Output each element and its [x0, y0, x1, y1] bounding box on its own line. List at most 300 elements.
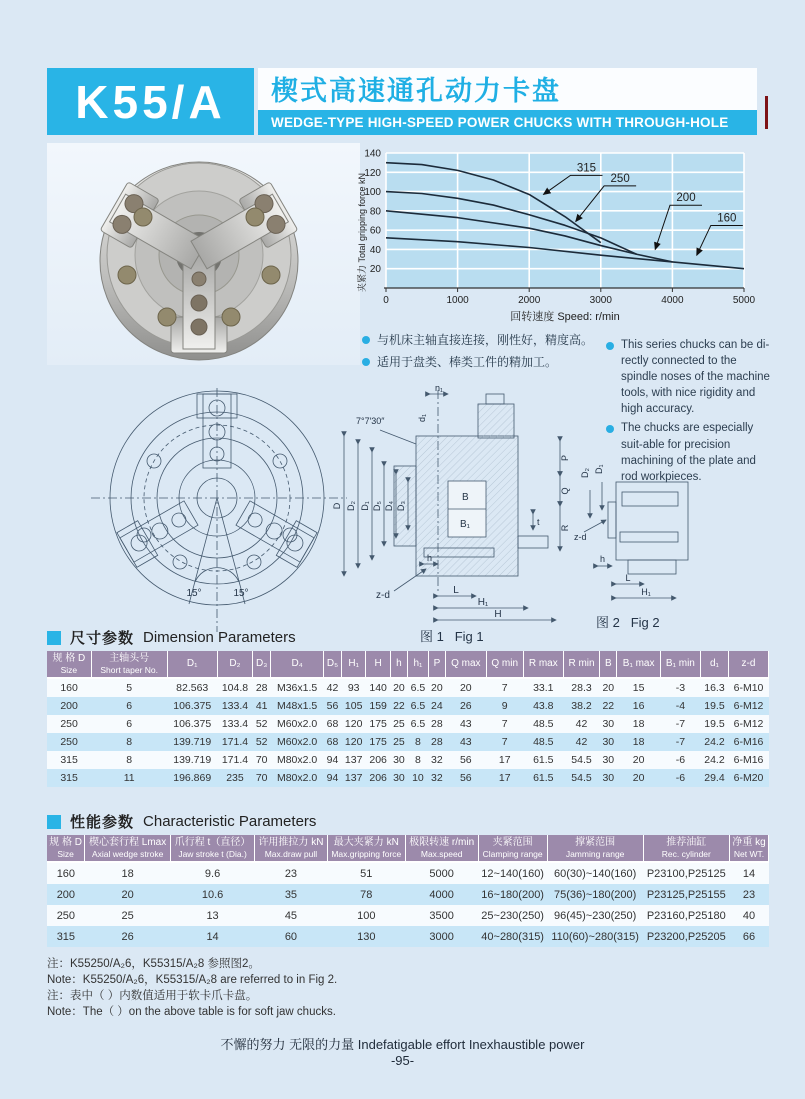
table-row	[47, 905, 769, 926]
table-cell: 17	[498, 754, 511, 767]
table-cell: 61.5	[533, 754, 554, 767]
table-cell: 250	[60, 718, 78, 731]
table-cell: 11	[123, 772, 135, 785]
table-cell: 60	[284, 930, 298, 943]
table-cell: 10.6	[201, 888, 224, 901]
table-cell: 68	[326, 736, 339, 749]
column-header: 最大夹紧力 kN Max.gripping force	[327, 835, 405, 862]
section-marker-icon	[47, 815, 61, 829]
table-cell: 8	[126, 736, 133, 749]
dim-label: z-d	[376, 590, 390, 601]
angle-label-left: 15°	[186, 588, 202, 599]
table-cell: 93	[347, 682, 360, 695]
y-tick-label: 140	[364, 148, 381, 160]
model-badge	[47, 68, 254, 135]
table-cell: 15	[632, 682, 645, 695]
table-cell: M36x1.5	[276, 682, 318, 695]
table-cell: 6.5	[410, 700, 426, 713]
table-cell: 52	[255, 736, 268, 749]
table-cell: 33.1	[533, 682, 554, 695]
dim-label: h₁	[434, 386, 444, 393]
table-cell: 54.5	[571, 772, 592, 785]
table-cell: 30	[393, 754, 405, 767]
column-header: Q max	[445, 651, 486, 678]
series-label-315: 315	[576, 162, 597, 175]
dim-label: z-d	[574, 532, 587, 542]
column-header: 主轴头号 Short taper No.	[91, 651, 167, 678]
table-row	[47, 884, 769, 905]
column-header: 许用推拉力 kN Max.draw pull	[255, 835, 328, 862]
table-cell: 19.5	[704, 718, 725, 731]
fig1-caption-en: Fig 1	[454, 629, 484, 644]
table-cell: 43.8	[533, 700, 554, 713]
table-cell: 8	[415, 754, 421, 767]
y-tick-label: 100	[364, 187, 381, 199]
column-header: 楔心套行程 Lmax Axial wedge stroke	[85, 835, 171, 862]
dim-label: D₄	[384, 500, 394, 512]
column-header: 爪行程 t（直径） Jaw stroke t (Dia.)	[171, 835, 255, 862]
dim-label: t	[537, 517, 540, 527]
table-cell: -4	[675, 700, 686, 713]
table-cell: -6	[675, 772, 686, 785]
table-cell: 94	[326, 772, 339, 785]
list-item	[362, 353, 600, 372]
table-cell: 171.4	[221, 754, 249, 767]
table-cell: 70	[255, 754, 268, 767]
table-cell: 54.5	[571, 754, 592, 767]
table-cell: -3	[675, 682, 686, 695]
fig2-drawing	[572, 462, 712, 612]
table-cell: 35	[284, 888, 298, 901]
table-cell: 159	[369, 700, 387, 713]
column-header: B₁ min	[660, 651, 700, 678]
table-cell: 82.563	[176, 682, 209, 695]
table-cell: 3500	[429, 909, 454, 922]
table-cell: 56	[459, 754, 472, 767]
table-cell: P23160,P25180	[646, 909, 726, 922]
table-cell: 75(36)~180(200)	[554, 888, 637, 901]
page-title-en: WEDGE-TYPE HIGH-SPEED POWER CHUCKS WITH THROUGH-HOLE	[258, 110, 757, 135]
dim-label: H₁	[477, 597, 489, 608]
column-header: P	[428, 651, 445, 678]
table-cell: 133.4	[221, 700, 249, 713]
table-cell: 23	[284, 867, 298, 880]
x-tick-label: 0	[383, 295, 389, 306]
column-header: R min	[563, 651, 599, 678]
table-cell: 20	[121, 888, 134, 901]
table-cell: 25	[393, 718, 405, 731]
table-cell: 26	[459, 700, 472, 713]
table-cell: 40~280(315)	[481, 930, 544, 943]
column-header: 推荐油缸 Rec. cylinder	[643, 835, 730, 862]
plot-area	[386, 153, 744, 288]
table-cell: 12~140(160)	[481, 867, 544, 880]
feature-text: This series chucks can be di-rectly connected to the spindle noses of the machine tools, with nice rigidity and high accuracy.	[621, 339, 770, 416]
table-cell: 20	[459, 682, 472, 695]
table-cell: 10	[412, 772, 424, 785]
table-cell: 22	[602, 700, 615, 713]
note-line: Note：K55250/A₂6，K55315/A₂8 are referred to in Fig 2.	[47, 974, 338, 986]
gripping-force-chart	[356, 140, 770, 336]
table-cell: 7	[501, 718, 508, 731]
y-tick-label: 40	[369, 244, 381, 256]
fig1-caption	[420, 626, 484, 645]
column-header: D₃	[253, 651, 271, 678]
section-title-characteristic	[47, 811, 316, 832]
table-cell: 315	[56, 930, 76, 943]
series-label-250: 250	[610, 172, 630, 185]
table-cell: 250	[56, 909, 76, 922]
column-header: H₁	[341, 651, 365, 678]
table-cell: 48.5	[533, 718, 554, 731]
table-cell: M48x1.5	[276, 700, 318, 713]
column-header: B	[600, 651, 617, 678]
dim-label: B	[462, 492, 469, 503]
table-row	[47, 715, 769, 733]
column-header: 规 格 D Size	[47, 651, 91, 678]
table-cell: 30	[393, 772, 405, 785]
table-cell: M60x2.0	[276, 718, 318, 731]
table-cell: 28	[431, 718, 443, 731]
feature-text: The chucks are especially suit-able for precision machining of the plate and rod workpieces.	[621, 422, 756, 483]
section-title-dimension	[47, 627, 296, 648]
table-cell: 200	[56, 888, 76, 901]
table-cell: 28	[255, 682, 268, 695]
table-cell: 20	[632, 772, 645, 785]
table-cell: 43	[459, 736, 472, 749]
table-cell: 137	[344, 772, 363, 785]
x-tick-label: 2000	[518, 295, 541, 306]
x-tick-label: 1000	[446, 295, 469, 306]
table-cell: 130	[357, 930, 376, 943]
column-header: h₁	[408, 651, 429, 678]
table-cell: 29.4	[704, 772, 725, 785]
table-cell: 139.719	[173, 754, 212, 767]
y-axis-title: 夹紧力 Total gripping force kN	[357, 172, 367, 292]
note-line: 注：表中（ ）内数值适用于软卡爪卡盘。	[47, 990, 258, 1002]
x-axis-title: 回转速度 Speed: r/min	[510, 311, 620, 323]
table-cell: 171.4	[221, 736, 249, 749]
table-row	[47, 926, 769, 947]
series-label-160: 160	[717, 212, 737, 225]
table-cell: 52	[255, 718, 268, 731]
table-cell: 160	[60, 682, 78, 695]
x-tick-label: 5000	[732, 295, 756, 306]
table-cell: 3000	[429, 930, 454, 943]
table-cell: 18	[632, 736, 645, 749]
table-row	[47, 751, 769, 769]
table-cell: 60(30)~140(160)	[554, 867, 637, 880]
dim-label: D	[332, 502, 342, 510]
table-cell: M80x2.0	[276, 754, 318, 767]
column-header: 净重 kg Net WT.	[730, 835, 769, 862]
table-cell: 7	[501, 682, 508, 695]
table-cell: 41	[255, 700, 268, 713]
table-cell: 120	[344, 736, 363, 749]
table-cell: 16.3	[704, 682, 725, 695]
table-cell: 6	[126, 718, 133, 731]
list-item	[362, 331, 600, 350]
table-cell: 175	[369, 718, 387, 731]
table-cell: 30	[602, 754, 615, 767]
table-cell: -7	[675, 736, 686, 749]
table-cell: 66	[742, 930, 756, 943]
table-header-row	[47, 651, 769, 678]
column-header: B₁ max	[617, 651, 661, 678]
list-item	[606, 337, 772, 417]
page-title-zh: 楔式高速通孔动力卡盘	[271, 76, 561, 106]
section-title-zh: 尺寸参数	[70, 630, 135, 647]
feature-text: 适用于盘类、棒类工件的精加工。	[377, 354, 558, 369]
column-header: D₂	[217, 651, 252, 678]
table-row	[47, 769, 769, 787]
table-cell: 94	[326, 754, 339, 767]
section-title-en: Dimension Parameters	[143, 629, 296, 646]
dimension-parameters-table	[47, 651, 769, 787]
column-header: z-d	[729, 651, 769, 678]
column-header: 规 格 D Size	[47, 835, 85, 862]
column-header: H	[366, 651, 390, 678]
table-cell: 30	[602, 736, 615, 749]
table-cell: 110(60)~280(315)	[551, 930, 639, 943]
table-cell: 70	[255, 772, 268, 785]
table-cell: 51	[360, 867, 373, 880]
column-header: d₁	[700, 651, 728, 678]
feature-text: 与机床主轴直接连接，刚性好，精度高。	[377, 333, 594, 347]
dim-label: L	[625, 573, 631, 583]
table-cell: 18	[632, 718, 645, 731]
table-cell: 25~230(250)	[481, 909, 544, 922]
table-cell: 78	[360, 888, 373, 901]
table-cell: 24.2	[704, 736, 725, 749]
table-cell: 22	[393, 700, 405, 713]
dim-label: D₃	[396, 500, 406, 512]
column-header: 极限转速 r/min Max.speed	[405, 835, 478, 862]
table-cell: 14	[742, 867, 756, 880]
table-cell: 26	[121, 930, 134, 943]
column-header: R max	[523, 651, 563, 678]
table-cell: 32	[431, 772, 443, 785]
table-cell: P23200,P25205	[646, 930, 726, 943]
table-cell: 42	[575, 718, 588, 731]
dim-label: D₅	[372, 500, 382, 512]
table-cell: 133.4	[221, 718, 249, 731]
y-tick-label: 120	[364, 167, 381, 179]
table-cell: 43	[459, 718, 472, 731]
table-cell: 315	[60, 772, 78, 785]
dim-label: D₁	[360, 501, 370, 511]
column-header: 撑紧范围 Jamming range	[547, 835, 643, 862]
table-cell: 20	[632, 754, 645, 767]
y-tick-label: 80	[369, 206, 381, 218]
feature-list-zh	[362, 331, 600, 374]
table-cell: 120	[344, 718, 363, 731]
dim-label: H	[494, 609, 502, 620]
dim-label: D₁	[594, 464, 604, 474]
table-cell: 68	[326, 718, 339, 731]
fig2-caption	[596, 612, 660, 631]
dim-label: P	[560, 454, 570, 462]
table-cell: 6.5	[410, 682, 426, 695]
table-cell: 16~180(200)	[481, 888, 544, 901]
table-cell: 25	[121, 909, 134, 922]
y-tick-label: 60	[369, 225, 381, 237]
table-cell: 250	[60, 736, 78, 749]
column-header: Q min	[486, 651, 523, 678]
fig2-caption-zh: 图 2	[596, 615, 620, 630]
table-cell: 20	[393, 682, 405, 695]
table-cell: 56	[326, 700, 339, 713]
column-header: h	[390, 651, 407, 678]
table-cell: 6-M12	[733, 718, 764, 731]
table-cell: P23125,P25155	[646, 888, 726, 901]
red-edge-mark	[765, 96, 768, 129]
table-cell: 106.375	[173, 700, 212, 713]
fig1-drawing	[328, 386, 583, 626]
table-cell: 206	[369, 754, 387, 767]
note-line: 注：K55250/A₂6，K55315/A₂8 参照图2。	[47, 958, 260, 970]
product-photo	[47, 143, 360, 365]
table-cell: 6-M12	[733, 700, 764, 713]
table-cell: 8	[126, 754, 133, 767]
dim-label: L	[453, 585, 459, 596]
table-cell: 61.5	[533, 772, 554, 785]
table-cell: 6-M16	[733, 736, 764, 749]
table-cell: 23	[742, 888, 756, 901]
dim-label: h	[600, 554, 606, 564]
table-row	[47, 678, 769, 697]
table-cell: 20	[602, 682, 615, 695]
dim-label: Q	[560, 487, 570, 495]
bullet-icon	[606, 425, 614, 433]
table-cell: 104.8	[221, 682, 249, 695]
table-cell: 100	[357, 909, 376, 922]
table-cell: 42	[326, 682, 339, 695]
table-cell: 56	[459, 772, 472, 785]
fig2-caption-en: Fig 2	[630, 615, 660, 630]
table-cell: 139.719	[173, 736, 212, 749]
table-cell: 7	[501, 736, 508, 749]
table-cell: 6	[126, 700, 133, 713]
table-cell: 18	[121, 867, 134, 880]
table-cell: 6-M10	[733, 682, 764, 695]
dim-label: B₁	[460, 519, 471, 530]
table-cell: 17	[498, 772, 511, 785]
table-cell: 28.3	[571, 682, 592, 695]
table-cell: 175	[369, 736, 387, 749]
note-line: Note：The（ ）on the above table is for soft jaw chucks.	[47, 1006, 336, 1018]
table-cell: -6	[675, 754, 686, 767]
bullet-icon	[606, 342, 614, 350]
table-cell: 24.2	[704, 754, 725, 767]
front-view-drawing	[85, 386, 355, 634]
table-cell: 200	[60, 700, 78, 713]
y-tick-label: 20	[369, 264, 381, 276]
dim-label: R	[560, 524, 570, 532]
dim-label: h	[427, 553, 433, 563]
page-number: -95-	[390, 1053, 415, 1068]
table-cell: 96(45)~230(250)	[554, 909, 637, 922]
table-cell: 6-M16	[733, 754, 764, 767]
characteristic-parameters-table	[47, 835, 769, 947]
table-cell: 105	[344, 700, 363, 713]
table-cell: 13	[206, 909, 219, 922]
dim-label: 7°7′30″	[356, 416, 385, 426]
column-header: D₄	[271, 651, 324, 678]
table-cell: 5000	[429, 867, 454, 880]
table-cell: 28	[431, 736, 443, 749]
x-tick-label: 4000	[661, 295, 684, 306]
table-cell: -7	[675, 718, 686, 731]
dim-label: D₂	[346, 501, 356, 511]
table-header-row	[47, 835, 769, 862]
table-cell: 30	[602, 772, 615, 785]
table-cell: 25	[393, 736, 405, 749]
table-cell: 235	[226, 772, 244, 785]
chuck-photo-illustration	[47, 143, 360, 365]
table-cell: P23100,P25125	[646, 867, 726, 880]
table-cell: M80x2.0	[276, 772, 318, 785]
table-cell: 9	[501, 700, 508, 713]
table-cell: 48.5	[533, 736, 554, 749]
bullet-icon	[362, 336, 370, 344]
dim-label: d₁	[417, 413, 427, 423]
footer-slogan: 不懈的努力 无限的力量 Indefatigable effort Inexhaustible power	[220, 1037, 585, 1052]
column-header: D₅	[324, 651, 342, 678]
series-label-200: 200	[676, 192, 696, 205]
header-title-block	[258, 68, 757, 135]
column-header: 夹紧范围 Clamping range	[478, 835, 547, 862]
table-cell: 24	[431, 700, 443, 713]
table-cell: 106.375	[173, 718, 212, 731]
table-cell: 206	[369, 772, 387, 785]
table-cell: 14	[206, 930, 219, 943]
section-title-zh: 性能参数	[70, 814, 135, 831]
table-cell: 160	[56, 867, 76, 880]
table-row	[47, 733, 769, 751]
table-cell: 40	[742, 909, 756, 922]
table-cell: 5	[126, 682, 133, 695]
table-cell: 38.2	[571, 700, 592, 713]
section-marker-icon	[47, 631, 61, 645]
model-code: K55/A	[75, 75, 226, 128]
table-cell: 6-M20	[733, 772, 764, 785]
table-cell: 20	[431, 682, 443, 695]
table-cell: 196.869	[173, 772, 212, 785]
table-cell: 315	[60, 754, 78, 767]
dim-label: H₁	[641, 587, 651, 597]
table-cell: 45	[284, 909, 298, 922]
table-cell: 8	[415, 736, 421, 749]
dim-label: D₂	[580, 468, 590, 478]
table-cell: 19.5	[704, 700, 725, 713]
table-cell: 42	[575, 736, 588, 749]
table-cell: 30	[602, 718, 615, 731]
table-row	[47, 697, 769, 715]
table-cell: 16	[632, 700, 645, 713]
table-cell: 137	[344, 754, 363, 767]
table-cell: 32	[431, 754, 443, 767]
table-cell: 140	[369, 682, 387, 695]
bullet-icon	[362, 358, 370, 366]
fig1-caption-zh: 图 1	[420, 629, 444, 644]
column-header: D₁	[167, 651, 217, 678]
section-title-en: Characteristic Parameters	[143, 813, 317, 830]
table-row	[47, 862, 769, 884]
notes-block	[47, 956, 337, 1020]
angle-label-right: 15°	[233, 588, 249, 599]
x-tick-label: 3000	[589, 295, 612, 306]
